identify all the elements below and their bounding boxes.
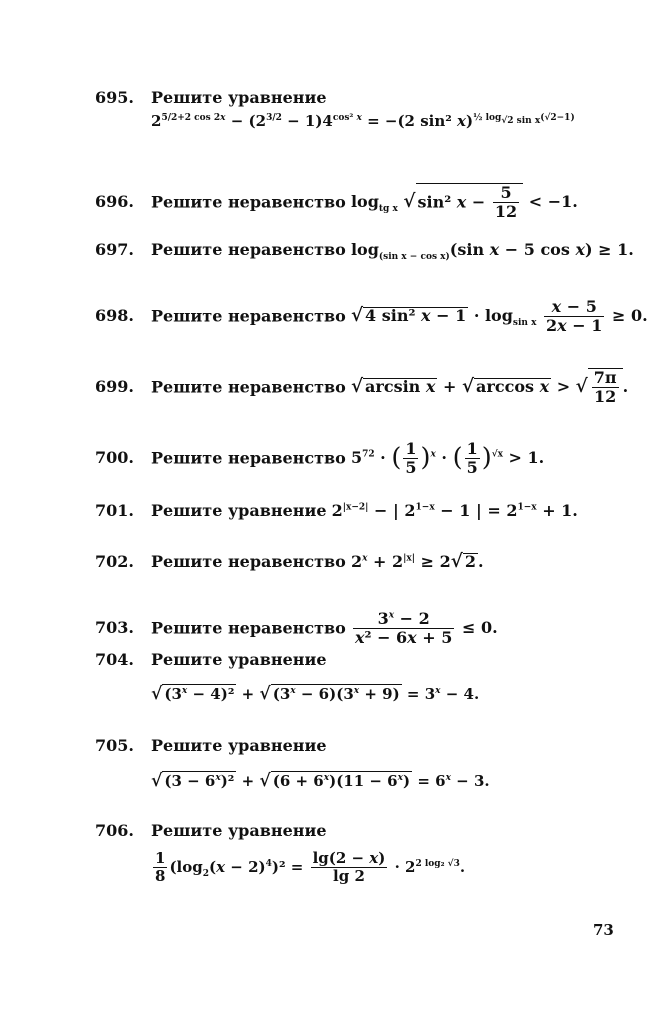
problem-699-formula: √ arcsin x + √ arccos x > √ $\frac{7\pi}{12}$ .	[350, 368, 629, 407]
problem-701-formula: $2^{|x-2|}$ − | $2^{1-x} - 1$ | = $2^{1-x} + 1$.	[331, 501, 578, 520]
problem-number: 696.	[95, 192, 134, 212]
problem-698-formula: √ 4 sin² $x - 1 \cdot \log_{sin x}$ $\frac{x - 5}{2x - 1}$ ≥ 0.	[350, 297, 648, 336]
problem-command: Решите неравенство	[151, 618, 346, 638]
problem-command: Решите уравнение	[151, 736, 327, 755]
problem-699	[95, 368, 628, 407]
problem-701	[95, 503, 578, 519]
problem-number: 698.	[95, 306, 134, 326]
problem-697-formula: $\log_{(sin x - cos x)}(\sin$ x − 5 cos x) ≥ 1.	[350, 240, 634, 263]
problem-700-formula: $5^{72}$ · ( $\frac{1}{5}$ )$^x$ · ( $\frac{1}{5}$ )$^{√x}$ > 1.	[350, 439, 545, 478]
problem-702	[95, 553, 484, 571]
problem-705-formula: √ $(3 - 6^x)^2$ + √ $(6 + 6^x)(11 - 6^x) = 6^x - 3$.	[151, 771, 490, 791]
problem-number: 701.	[95, 501, 134, 520]
problem-number: 700.	[95, 448, 134, 468]
problem-command: Решите неравенство	[151, 377, 346, 397]
problem-703	[95, 610, 498, 648]
problem-695	[95, 90, 327, 106]
problem-command: Решите неравенство	[151, 448, 346, 468]
problem-702-formula: $2^x + 2^{|x|} \ge 2√$ 2 .	[350, 551, 484, 572]
problem-number: 703.	[95, 618, 134, 638]
problem-706-formula: $\frac{1}{8}$ $(\log_2(x - 2)^4)^2$ = $\frac{\lg(2 - x)}{\lg 2}$ · $2^{2 log_2 √3}$.	[155, 849, 466, 886]
problem-700	[95, 440, 544, 478]
problem-command: Решите уравнение	[151, 821, 327, 840]
problem-number: 705.	[95, 736, 134, 755]
problem-number: 704.	[95, 650, 134, 669]
problem-703-formula: $\frac{3^x - 2}{\text{x² − 6x + 5}}$ ≤ 0.	[354, 609, 498, 648]
problem-command: Решите неравенство	[151, 552, 346, 571]
problem-command: Решите неравенство	[151, 306, 346, 326]
problem-command: Решите неравенство	[151, 240, 346, 259]
problem-696-formula: $\log_{tg x}$ √ sin² x − $\frac{5}{12}$ < −1.	[350, 183, 578, 222]
page-number: 73	[593, 921, 614, 939]
problem-command: Решите неравенство	[151, 192, 346, 212]
problem-695-formula: $2^{5/2+2 cos 2x} - (2^{3/2} - 1)4^{cos^2 x} = -(2$ sin² x)$^{\frac{1}{2} log_{√2 sin x}(√2-1)}$	[151, 112, 575, 130]
problem-696	[95, 183, 578, 222]
problem-705	[95, 738, 327, 754]
problem-704-formula: √ $(3^x - 4)^2$ + √ $(3^x - 6)(3^x + 9) = 3^x - 4$.	[151, 684, 480, 704]
problem-number: 699.	[95, 377, 134, 397]
problem-number: 697.	[95, 240, 134, 259]
problem-704	[95, 652, 327, 668]
problem-698	[95, 298, 648, 336]
problem-706	[95, 823, 327, 839]
problem-command: Решите уравнение	[151, 88, 327, 107]
problem-number: 702.	[95, 552, 134, 571]
problem-697	[95, 240, 634, 263]
problem-number: 706.	[95, 821, 134, 840]
problem-command: Решите уравнение	[151, 650, 327, 669]
problem-command: Решите уравнение	[151, 501, 327, 520]
problem-number: 695.	[95, 88, 134, 107]
